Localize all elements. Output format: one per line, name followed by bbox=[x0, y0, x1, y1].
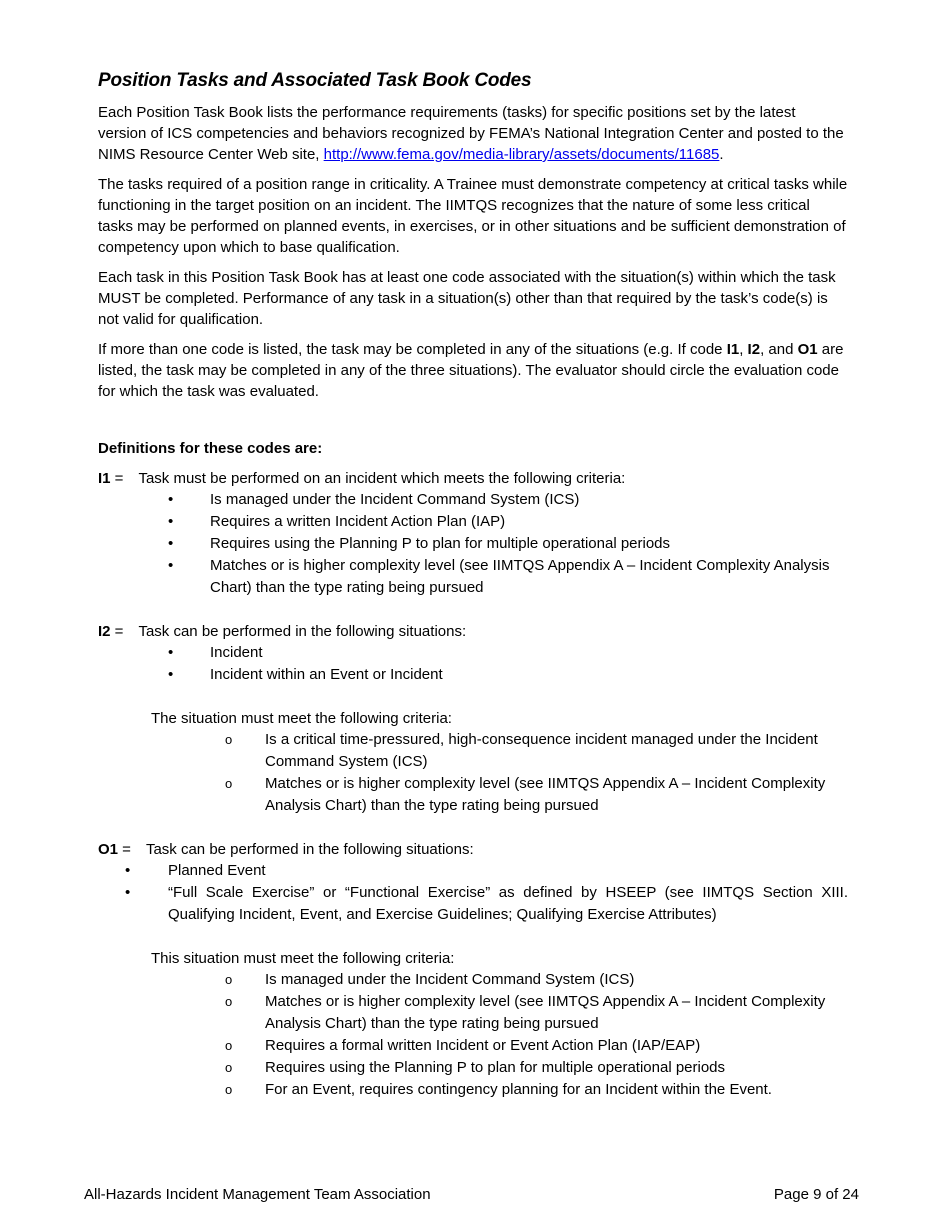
list-item: • Incident bbox=[98, 642, 848, 664]
bullet-icon: • bbox=[125, 862, 131, 879]
circle-bullet-icon: o bbox=[225, 776, 233, 791]
code-o1-line: O1 = Task can be performed in the following situations: bbox=[98, 841, 474, 858]
list-item: • “Full Scale Exercise” or “Functional Exercise” as defined by HSEEP (see IIMTQS Section XIII. Qualifying Incident, Event, and Exercise Guidelines; Qualifying Exercise Attributes) bbox=[125, 884, 848, 923]
circle-bullet-icon: o bbox=[225, 1082, 233, 1097]
code-i1: I1 bbox=[98, 470, 111, 487]
list-item: o For an Event, requires contingency planning for an Incident within the Event. bbox=[98, 1079, 848, 1101]
list-item: o Matches or is higher complexity level (see IIMTQS Appendix A – Incident Complexity Analysis Chart) than the type rating being pursued bbox=[225, 993, 826, 1032]
i1-criteria-list bbox=[98, 489, 848, 599]
section-heading: Position Tasks and Associated Task Book Codes bbox=[98, 70, 532, 91]
bullet-icon: • bbox=[168, 491, 174, 508]
code-i1-line: I1 = Task must be performed on an incident which meets the following criteria: bbox=[98, 470, 626, 487]
circle-bullet-icon: o bbox=[225, 972, 233, 987]
page-footer bbox=[84, 1186, 859, 1203]
list-item: • Incident within an Event or Incident bbox=[98, 664, 848, 686]
o1-criteria-list bbox=[98, 969, 848, 1101]
code-i2: I2 bbox=[98, 623, 111, 640]
bullet-icon: • bbox=[125, 884, 131, 901]
page-content bbox=[98, 70, 848, 1101]
o1-criteria-title: This situation must meet the following criteria: bbox=[151, 950, 455, 967]
list-item: o Is a critical time-pressured, high-consequence incident managed under the Incident Command System (ICS) bbox=[225, 731, 818, 770]
list-item: • Is managed under the Incident Command System (ICS) bbox=[98, 489, 848, 511]
definitions-title: Definitions for these codes are: bbox=[98, 440, 323, 457]
i2-situations-list bbox=[98, 642, 848, 686]
paragraph-multiple-codes: If more than one code is listed, the task may be completed in any of the situations (e.g. If code I1, I2, and O1 are listed, the task may be completed in any of the three situations). The evaluator should circle the evaluation code for which the task was evaluated. bbox=[98, 341, 844, 400]
paragraph-task-codes: Each task in this Position Task Book has at least one code associated with the situation(s) within which the task MUST be completed. Performance of any task in a situation(s) other than that required by the task’s code(s) is not valid for qualification. bbox=[98, 269, 836, 328]
bullet-icon: • bbox=[168, 557, 174, 574]
paragraph-criticality: The tasks required of a position range in criticality. A Trainee must demonstrate competency at critical tasks while functioning in the target position on an incident. The IIMTQS recognizes that the nature of some less critical tasks may be performed on planned events, in exercises, or in other situations and be sufficient demonstration of competency upon which to base qualification. bbox=[98, 176, 848, 256]
list-item: • Planned Event bbox=[98, 860, 848, 882]
i2-criteria-title: The situation must meet the following criteria: bbox=[151, 710, 452, 727]
footer-page-number: Page 9 of 24 bbox=[773, 1186, 859, 1203]
list-item: o Requires using the Planning P to plan for multiple operational periods bbox=[98, 1057, 848, 1079]
bullet-icon: • bbox=[168, 644, 174, 661]
footer-organization: All-Hazards Incident Management Team Association bbox=[84, 1186, 431, 1203]
fema-link[interactable]: http://www.fema.gov/media-library/assets/documents/11685 bbox=[323, 146, 720, 163]
circle-bullet-icon: o bbox=[225, 732, 233, 747]
list-item: o Is managed under the Incident Command System (ICS) bbox=[98, 969, 848, 991]
list-item: • Matches or is higher complexity level (see IIMTQS Appendix A – Incident Complexity Analysis Chart) than the type rating being pursued bbox=[168, 557, 830, 596]
bullet-icon: • bbox=[168, 666, 174, 683]
list-item: o Matches or is higher complexity level (see IIMTQS Appendix A – Incident Complexity Analysis Chart) than the type rating being pursued bbox=[225, 775, 826, 814]
o1-situations-list bbox=[98, 860, 848, 926]
paragraph-intro: Each Position Task Book lists the performance requirements (tasks) for specific positions set by the latest version of ICS competencies and behaviors recognized by FEMA’s National Integration Center and posted to the NIMS Resource Center Web site, http://www.fema.gov/media-library/assets/documents/11685. bbox=[98, 104, 844, 163]
code-o1: O1 bbox=[98, 841, 119, 858]
circle-bullet-icon: o bbox=[225, 1060, 233, 1075]
list-item: • Requires a written Incident Action Plan (IAP) bbox=[98, 511, 848, 533]
bullet-icon: • bbox=[168, 513, 174, 530]
circle-bullet-icon: o bbox=[225, 1038, 233, 1053]
list-item: • Requires using the Planning P to plan for multiple operational periods bbox=[98, 533, 848, 555]
list-item: o Requires a formal written Incident or Event Action Plan (IAP/EAP) bbox=[98, 1035, 848, 1057]
code-i2-line: I2 = Task can be performed in the following situations: bbox=[98, 623, 467, 640]
i2-criteria-list bbox=[98, 729, 848, 817]
bullet-icon: • bbox=[168, 535, 174, 552]
circle-bullet-icon: o bbox=[225, 994, 233, 1009]
